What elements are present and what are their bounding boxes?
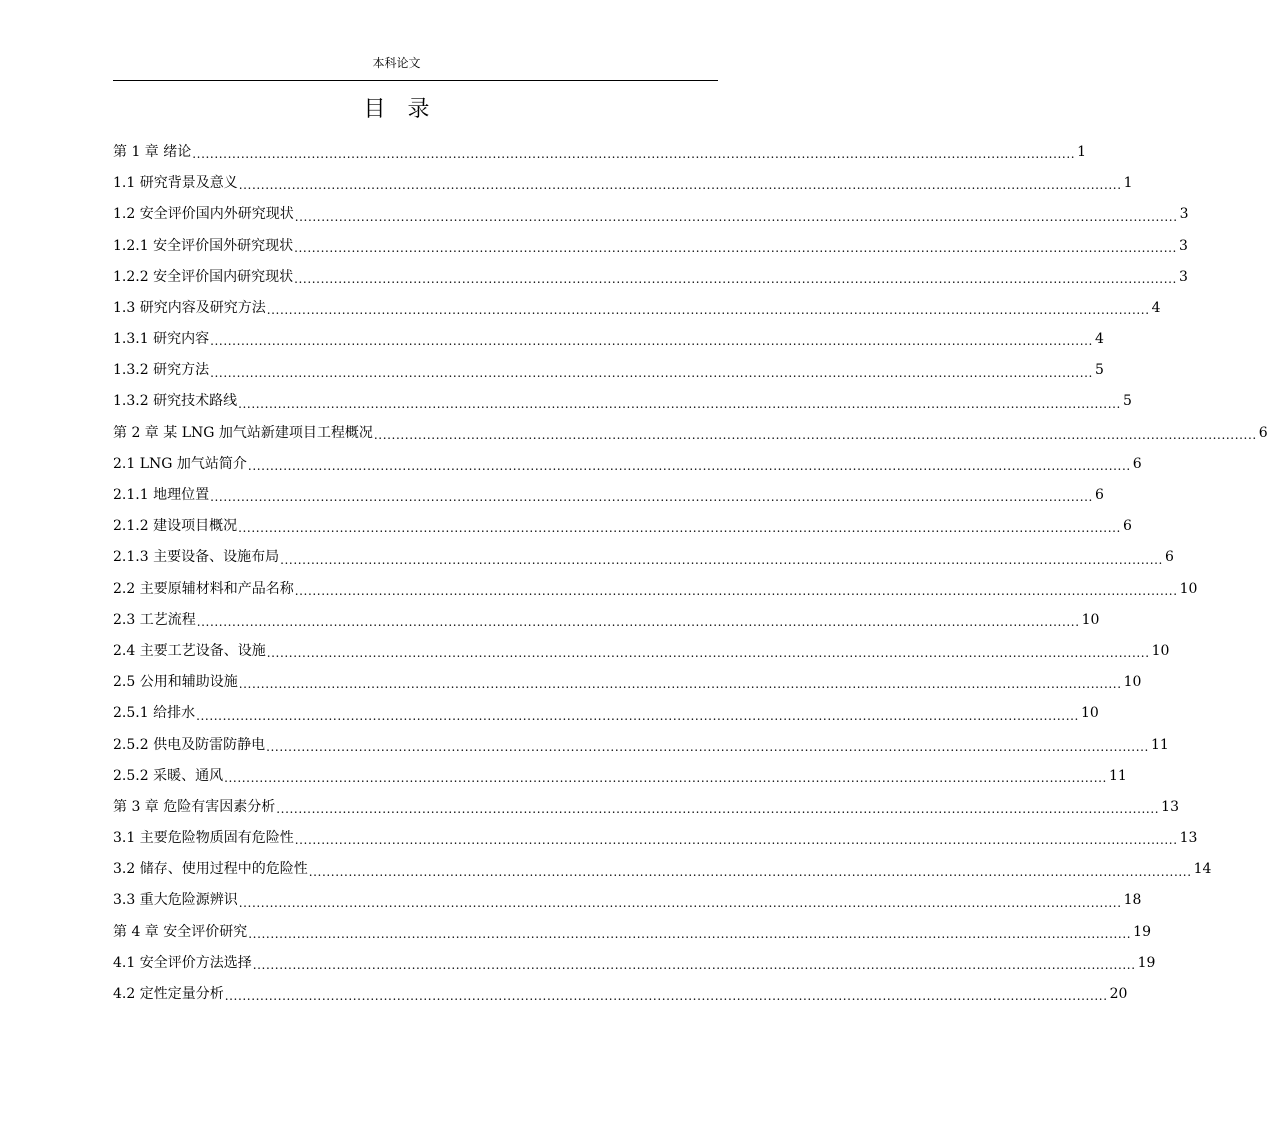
- toc-entry-label: 第 3 章 危险有害因素分析: [113, 798, 276, 815]
- dot-leader: ........................................................................................................................................................................................................: [294, 209, 1178, 224]
- toc-entry[interactable]: [113, 605, 1100, 636]
- toc-entry-label: 第 4 章 安全评价研究: [113, 923, 248, 940]
- dot-leader: ........................................................................................................................................................................................................: [238, 396, 1121, 411]
- toc-entry[interactable]: [113, 418, 1268, 449]
- toc-entry[interactable]: [113, 574, 1198, 605]
- dot-leader: ........................................................................................................................................................................................................: [280, 552, 1163, 567]
- toc-entry-label: 1.1 研究背景及意义: [113, 175, 238, 192]
- toc-entry-page-number: 3: [1178, 268, 1188, 285]
- toc-entry-page-number: 13: [1161, 798, 1179, 815]
- toc-entry-label: 2.5.2 供电及防雷防静电: [113, 736, 266, 753]
- dot-leader: ........................................................................................................................................................................................................: [308, 864, 1192, 879]
- toc-entry[interactable]: [113, 137, 1087, 168]
- toc-entry-page-number: 10: [1080, 705, 1099, 722]
- toc-entry-label: 2.5 公用和辅助设施: [113, 674, 238, 691]
- dot-leader: ........................................................................................................................................................................................................: [294, 833, 1178, 848]
- toc-entry-label: 3.2 储存、使用过程中的危险性: [113, 861, 308, 878]
- toc-entry-page-number: 13: [1179, 830, 1198, 847]
- toc-entry-page-number: 6: [1094, 487, 1104, 504]
- dot-leader: ........................................................................................................................................................................................................: [252, 958, 1136, 973]
- dot-leader: ........................................................................................................................................................................................................: [210, 365, 1093, 380]
- toc-entry[interactable]: [113, 231, 1188, 262]
- toc-entry-page-number: 10: [1179, 580, 1198, 597]
- dot-leader: ........................................................................................................................................................................................................: [276, 802, 1160, 817]
- dot-leader: ........................................................................................................................................................................................................: [196, 708, 1079, 723]
- toc-entry-label: 2.2 主要原辅材料和产品名称: [113, 580, 294, 597]
- toc-entry-page-number: 5: [1122, 393, 1132, 410]
- toc-entry[interactable]: [113, 199, 1189, 230]
- toc-entry-label: 1.3.2 研究方法: [113, 362, 210, 379]
- toc-entry-label: 2.5.2 采暖、通风: [113, 767, 224, 784]
- running-header: 本科论文: [372, 56, 421, 70]
- toc-entry[interactable]: [113, 854, 1212, 885]
- toc-entry[interactable]: [113, 355, 1104, 386]
- toc-entry-page-number: 10: [1151, 642, 1170, 659]
- toc-entry[interactable]: [113, 636, 1170, 667]
- toc-entry[interactable]: [113, 698, 1099, 729]
- toc-entry-label: 3.3 重大危险源辨识: [113, 892, 238, 909]
- toc-entry-page-number: 19: [1137, 954, 1156, 971]
- toc-entry-page-number: 20: [1109, 986, 1128, 1003]
- dot-leader: ........................................................................................................................................................................................................: [196, 615, 1080, 629]
- toc-entry-label: 第 2 章 某 LNG 加气站新建项目工程概况: [113, 424, 373, 441]
- toc-entry[interactable]: [113, 948, 1156, 979]
- toc-entry[interactable]: [113, 480, 1104, 511]
- toc-entry-page-number: 6: [1164, 549, 1174, 566]
- toc-entry-page-number: 4: [1151, 299, 1161, 316]
- toc-entry-page-number: 6: [1258, 424, 1268, 441]
- dot-leader: ........................................................................................................................................................................................................: [373, 427, 1257, 442]
- toc-entry-label: 第 1 章 绪论: [113, 143, 192, 160]
- dot-leader: ........................................................................................................................................................................................................: [266, 646, 1150, 661]
- toc-entry[interactable]: [113, 667, 1142, 698]
- toc-entry[interactable]: [113, 293, 1161, 324]
- toc-entry-page-number: 11: [1108, 767, 1127, 784]
- toc-entry-page-number: 18: [1123, 892, 1142, 909]
- toc-entry-label: 2.3 工艺流程: [113, 611, 196, 628]
- toc-entry-label: 1.2.1 安全评价国外研究现状: [113, 237, 294, 254]
- toc-entry-label: 1.2.2 安全评价国内研究现状: [113, 268, 294, 285]
- dot-leader: ........................................................................................................................................................................................................: [247, 459, 1131, 474]
- dot-leader: ........................................................................................................................................................................................................: [210, 490, 1093, 505]
- toc-title: 目 录: [363, 97, 430, 122]
- dot-leader: ........................................................................................................................................................................................................: [238, 677, 1122, 692]
- toc-entry[interactable]: [113, 823, 1198, 854]
- toc-entry-label: 2.1.1 地理位置: [113, 487, 210, 504]
- toc-entry[interactable]: [113, 792, 1179, 823]
- dot-leader: ........................................................................................................................................................................................................: [210, 334, 1093, 349]
- dot-leader: ........................................................................................................................................................................................................: [238, 178, 1122, 193]
- table-of-contents: [113, 137, 1268, 1010]
- toc-entry[interactable]: [113, 168, 1133, 199]
- toc-entry-page-number: 5: [1094, 362, 1104, 379]
- toc-entry-page-number: 11: [1150, 736, 1169, 753]
- toc-entry-page-number: 19: [1133, 923, 1151, 940]
- toc-entry-page-number: 6: [1122, 518, 1132, 535]
- toc-entry-page-number: 10: [1123, 674, 1142, 691]
- toc-entry-label: 2.5.1 给排水: [113, 705, 196, 722]
- header-rule: [113, 80, 718, 81]
- toc-entry[interactable]: [113, 511, 1132, 542]
- toc-entry-page-number: 10: [1081, 611, 1100, 628]
- dot-leader: ........................................................................................................................................................................................................: [294, 271, 1177, 286]
- toc-entry[interactable]: [113, 324, 1104, 355]
- toc-entry-page-number: 1: [1123, 175, 1133, 192]
- toc-entry-label: 2.4 主要工艺设备、设施: [113, 642, 266, 659]
- toc-entry[interactable]: [113, 387, 1132, 418]
- dot-leader: ........................................................................................................................................................................................................: [238, 521, 1121, 536]
- dot-leader: ........................................................................................................................................................................................................: [266, 739, 1149, 754]
- toc-entry[interactable]: [113, 979, 1128, 1010]
- toc-entry[interactable]: [113, 262, 1188, 293]
- toc-entry-page-number: 4: [1094, 331, 1104, 348]
- toc-entry-page-number: 3: [1179, 206, 1189, 223]
- toc-entry-label: 1.3 研究内容及研究方法: [113, 299, 266, 316]
- toc-entry[interactable]: [113, 542, 1174, 573]
- toc-entry-label: 4.1 安全评价方法选择: [113, 954, 252, 971]
- toc-entry-label: 1.3.1 研究内容: [113, 331, 210, 348]
- toc-entry[interactable]: [113, 886, 1142, 917]
- toc-entry-page-number: 6: [1132, 455, 1142, 472]
- toc-entry-label: 2.1.3 主要设备、设施布局: [113, 549, 280, 566]
- dot-leader: ........................................................................................................................................................................................................: [224, 989, 1108, 1004]
- dot-leader: ........................................................................................................................................................................................................: [192, 147, 1076, 162]
- dot-leader: ........................................................................................................................................................................................................: [224, 770, 1107, 785]
- toc-entry[interactable]: [113, 761, 1127, 792]
- dot-leader: ........................................................................................................................................................................................................: [294, 240, 1177, 255]
- toc-entry-page-number: 3: [1178, 237, 1188, 254]
- toc-entry-label: 4.2 定性定量分析: [113, 986, 224, 1003]
- dot-leader: ........................................................................................................................................................................................................: [266, 303, 1150, 318]
- toc-entry-label: 2.1.2 建设项目概况: [113, 518, 238, 535]
- toc-entry[interactable]: [113, 449, 1142, 480]
- toc-entry-label: 1.2 安全评价国内外研究现状: [113, 206, 294, 223]
- dot-leader: ........................................................................................................................................................................................................: [248, 926, 1132, 941]
- dot-leader: ........................................................................................................................................................................................................: [294, 583, 1178, 598]
- toc-entry-page-number: 14: [1193, 861, 1212, 878]
- toc-entry[interactable]: [113, 917, 1151, 948]
- toc-entry-label: 3.1 主要危险物质固有危险性: [113, 830, 294, 847]
- toc-entry-label: 1.3.2 研究技术路线: [113, 393, 238, 410]
- dot-leader: ........................................................................................................................................................................................................: [238, 895, 1122, 910]
- toc-entry[interactable]: [113, 730, 1169, 761]
- toc-entry-page-number: 1: [1077, 143, 1087, 160]
- toc-entry-label: 2.1 LNG 加气站简介: [113, 455, 247, 472]
